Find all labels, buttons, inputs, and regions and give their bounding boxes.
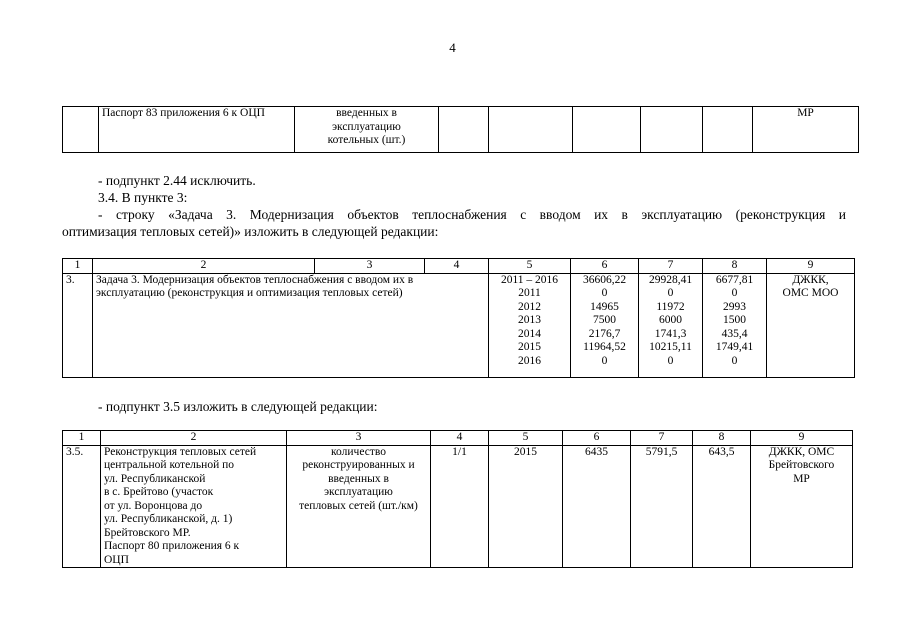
text-line: 7500 [593,314,616,326]
project-name-cell [101,445,287,568]
indicator-cell [287,445,431,568]
header-cell: 6 [563,431,631,446]
text-line: 2011 – 2016 [500,273,559,286]
header-cell: 2 [93,259,315,274]
text-line: в с. Брейтово (участок [104,486,214,498]
table-cell [703,107,753,153]
text-line: 1749,41 [715,341,754,353]
text-line: ул. Республиканской [104,472,206,485]
years-cell [489,273,571,377]
paragraph-task3-line1: - строку «Задача 3. Модернизация объектов теплоснабжения с вводом их в эксплуатацию (реконструкция и [98,207,846,222]
header-cell: 1 [63,259,93,274]
text-line: 435,4 [721,327,748,340]
executor-cell [751,445,853,568]
header-cell: 6 [571,259,639,274]
text-line: Брейтовского [768,459,835,471]
row-number: 3.5. [63,445,101,568]
text-line: ОМС МОО [782,287,839,299]
text-line: эксплуатацию [332,120,401,133]
header-cell: 9 [767,259,855,274]
text-line: 10215,11 [649,341,692,353]
text-line: 2993 [723,300,746,313]
text-line: 0 [731,354,738,367]
text-line: тепловых сетей (шт./км) [299,499,418,512]
text-line: 36606,22 [582,273,627,286]
text-line: введенных в [336,107,397,119]
funding-col7-cell [639,273,703,377]
text-line: 2015 [518,341,541,353]
header-cell: 8 [693,431,751,446]
header-cell: 8 [703,259,767,274]
table-cell [489,107,573,153]
text-line: ДЖКК, ОМС [768,445,835,458]
paragraph-point-3-5: - подпункт 3.5 изложить в следующей редакции: [98,399,378,414]
page-number: 4 [449,40,456,55]
task3-table [62,258,855,378]
row-number: 3. [63,273,93,377]
text-line: МР [793,472,810,485]
paragraph-point-3-4: 3.4. В пункте 3: [98,190,188,205]
text-line: 11972 [656,300,685,313]
text-line: 2011 [518,287,541,299]
point-3-5-table [62,430,853,568]
task-name-cell: Задача 3. Модернизация объектов теплоснабжения с вводом их в эксплуатацию (реконструкция и оптимизация тепловых сетей) [93,273,489,377]
executor-cell: МР [753,107,859,153]
table-row [63,273,855,377]
header-cell: 7 [631,431,693,446]
paragraph-delete-2-44: - подпункт 2.44 исключить. [98,173,256,188]
header-cell: 4 [425,259,489,274]
text-line: 2012 [518,300,541,313]
text-line: Паспорт 80 приложения 6 к [104,540,240,552]
funding-col7-cell: 5791,5 [631,445,693,568]
table-cell [63,107,99,153]
text-line: 0 [667,354,674,367]
text-line: 2014 [518,327,541,340]
text-line: ДЖКК, [792,273,829,286]
text-line: эксплуатацию [324,486,393,498]
text-line: 29928,41 [648,273,693,286]
year-cell: 2015 [489,445,563,568]
header-cell: 5 [489,431,563,446]
text-line: реконструированных и [302,459,415,471]
header-cell: 9 [751,431,853,446]
text-line: от ул. Воронцова до [104,499,203,512]
header-cell: 4 [431,431,489,446]
paragraph-task3-line2: оптимизация тепловых сетей)» изложить в следующей редакции: [62,224,439,239]
header-cell: 3 [287,431,431,446]
text-line: 0 [601,287,608,299]
header-cell: 1 [63,431,101,446]
table-header-row [63,259,855,274]
text-line: 0 [731,287,738,299]
indicator-cell [295,107,439,153]
funding-total-cell: 6435 [563,445,631,568]
header-cell: 7 [639,259,703,274]
table-header-row [63,431,853,446]
text-line: 1741,3 [654,327,687,340]
text-line: введенных в [328,472,389,485]
table-cell: Паспорт 83 приложения 6 к ОЦП [99,107,295,153]
text-line: 0 [601,354,608,367]
table-cell [573,107,641,153]
table-cell [641,107,703,153]
text-line: Реконструкция тепловых сетей [104,445,257,458]
table-cell [439,107,489,153]
table-row [63,445,853,568]
text-line: 0 [667,287,674,299]
text-line: 6000 [659,314,682,326]
text-line: центральной котельной по [104,459,235,471]
header-cell: 5 [489,259,571,274]
text-line: 11964,52 [583,341,626,353]
continuation-table [62,106,859,153]
funding-col8-cell [703,273,767,377]
text-line: 2176,7 [588,327,621,340]
header-cell: 3 [315,259,425,274]
funding-col8-cell: 643,5 [693,445,751,568]
text-line: ОЦП [104,553,129,566]
text-line: 14965 [590,300,619,313]
text-line: 2013 [518,314,541,326]
text-line: ул. Республиканской, д. 1) [104,513,233,525]
text-line: котельных (шт.) [327,134,406,146]
header-cell: 2 [101,431,287,446]
text-line: 2016 [518,354,541,367]
table-row [63,107,859,153]
executor-cell [767,273,855,377]
target-value-cell: 1/1 [431,445,489,568]
text-line: 6677,81 [715,273,754,286]
text-line: количество [331,445,386,458]
text-line: 1500 [723,314,746,326]
text-line: Брейтовского МР. [104,526,191,539]
funding-total-cell [571,273,639,377]
